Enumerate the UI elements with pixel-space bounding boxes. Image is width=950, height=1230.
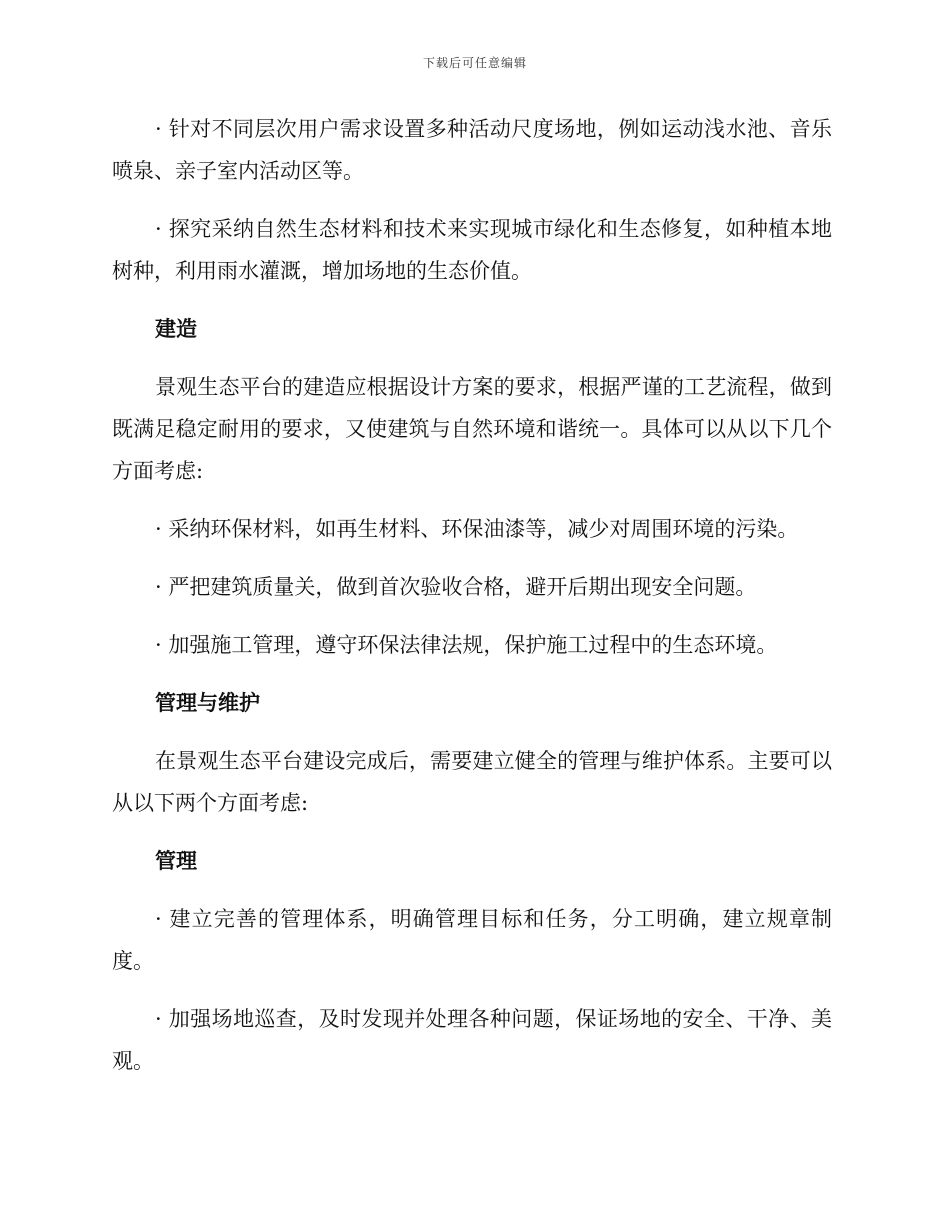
body-paragraph: 在景观生态平台建设完成后，需要建立健全的管理与维护体系。主要可以从以下两个方面考虑: — [112, 749, 832, 815]
bullet-paragraph: · 针对不同层次用户需求设置多种活动尺度场地，例如运动浅水池、音乐喷泉、亲子室内活动区等。 — [112, 117, 832, 183]
bullet-paragraph: · 加强场地巡查，及时发现并处理各种问题，保证场地的安全、干净、美观。 — [112, 1007, 832, 1073]
bullet-paragraph: · 采纳环保材料，如再生材料、环保油漆等，减少对周围环境的污染。 — [155, 517, 799, 541]
bullet-paragraph: · 建立完善的管理体系，明确管理目标和任务，分工明确，建立规章制度。 — [112, 907, 832, 973]
bullet-paragraph: · 探究采纳自然生态材料和技术来实现城市绿化和生态修复，如种植本地树种，利用雨水灌溉，增加场地的生态价值。 — [112, 217, 832, 283]
page-header-note: 下载后可任意编辑 — [422, 56, 527, 70]
section-heading-management-maintenance: 管理与维护 — [155, 691, 260, 715]
body-paragraph: 景观生态平台的建造应根据设计方案的要求，根据严谨的工艺流程，做到既满足稳定耐用的要求，又使建筑与自然环境和谐统一。具体可以从以下几个方面考虑: — [112, 375, 832, 483]
bullet-paragraph: · 加强施工管理，遵守环保法律法规，保护施工过程中的生态环境。 — [155, 633, 778, 657]
bullet-paragraph: · 严把建筑质量关，做到首次验收合格，避开后期出现安全问题。 — [155, 575, 757, 599]
section-heading-management: 管理 — [155, 849, 197, 873]
section-heading-construction: 建造 — [155, 317, 197, 341]
document-body — [112, 108, 832, 1098]
